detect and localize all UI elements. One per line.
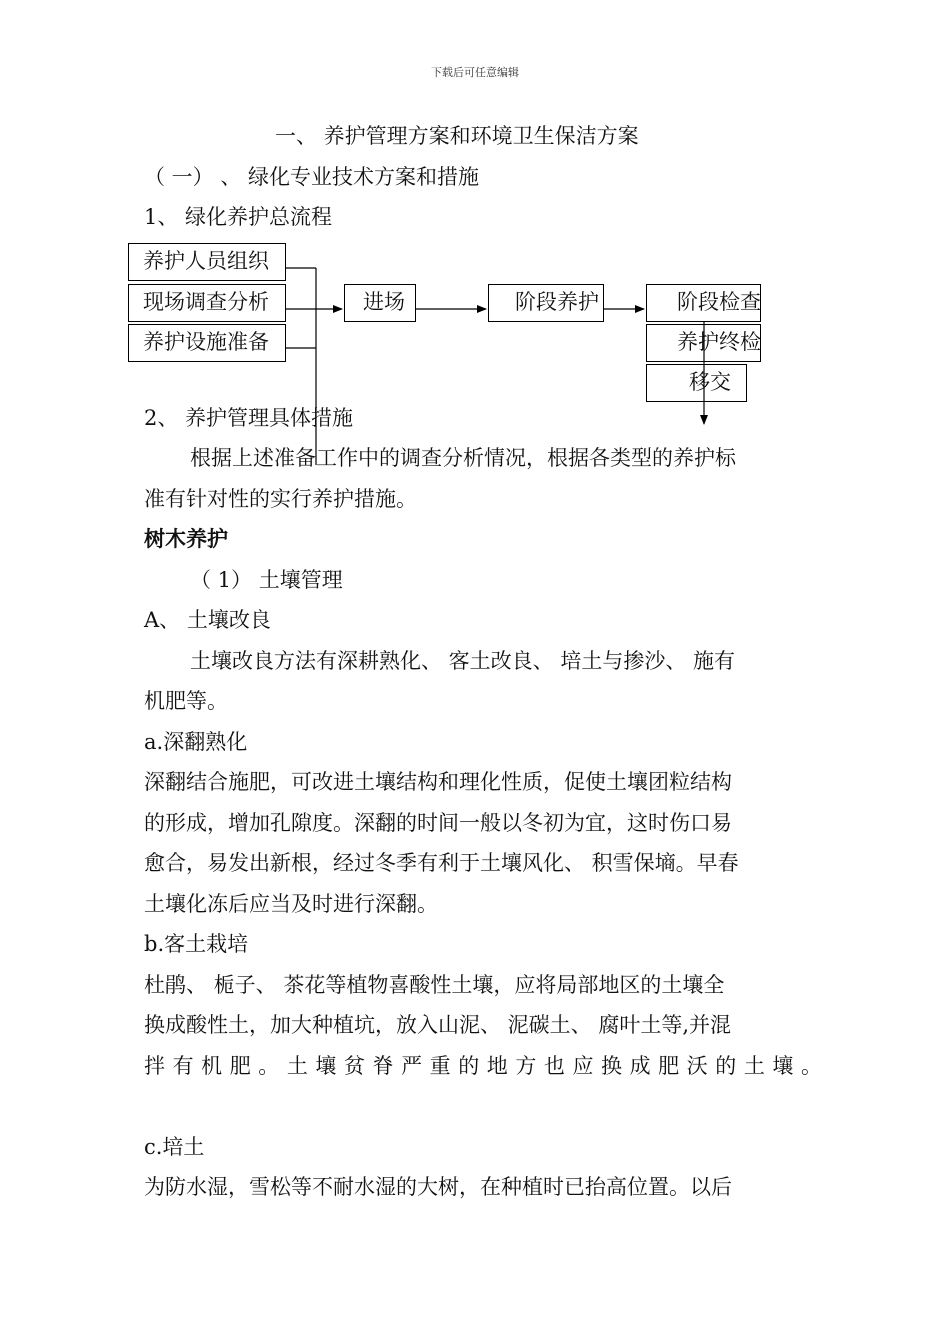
page-header: 下载后可任意编辑 xyxy=(431,66,519,79)
paragraph-2-line-1: 土壤改良方法有深耕熟化、 客土改良、 培土与掺沙、 施有 xyxy=(190,649,736,673)
flow-box-stage-check: 阶段检查 xyxy=(646,284,761,322)
paragraph-2-line-2: 机肥等。 xyxy=(144,689,228,713)
item-b-line: 杜鹃、 栀子、 茶花等植物喜酸性土壤，应将局部地区的土壤全 xyxy=(144,973,725,997)
paragraph-1-line-2: 准有针对性的实行养护措施。 xyxy=(144,487,417,511)
item-heading-1: 1、 绿化养护总流程 xyxy=(144,205,333,229)
item-heading-2: 2、 养护管理具体措施 xyxy=(144,406,354,430)
item-b-title: b.客土栽培 xyxy=(144,932,249,956)
flow-box-final-check: 养护终检 xyxy=(646,324,761,362)
item-b-line: 换成酸性土，加大种植坑，放入山泥、 泥碳土、 腐叶土等,并混 xyxy=(144,1013,732,1037)
subheading-soil-improvement: A、 土壤改良 xyxy=(144,608,271,632)
subheading-soil-management: （ 1） 土壤管理 xyxy=(190,568,343,592)
item-a-title: a.深翻熟化 xyxy=(144,730,248,754)
item-a-line: 愈合，易发出新根，经过冬季有利于土壤风化、 积雪保墒。早春 xyxy=(144,851,739,875)
item-c-title: c.培土 xyxy=(144,1135,205,1159)
item-a-line: 的形成，增加孔隙度。深翻的时间一般以冬初为宜，这时伤口易 xyxy=(144,811,732,835)
flow-box-stage-care: 阶段养护 xyxy=(488,284,604,322)
flow-box-survey: 现场调查分析 xyxy=(128,284,286,322)
flowchart-connectors xyxy=(0,0,950,480)
item-c-line: 为防水湿，雪松等不耐水湿的大树，在种植时已抬高位置。以后 xyxy=(144,1175,732,1199)
flow-box-handover: 移交 xyxy=(646,364,747,402)
heading-tree-care: 树木养护 xyxy=(144,526,228,551)
flow-box-enter: 进场 xyxy=(344,284,416,322)
flow-box-facilities: 养护设施准备 xyxy=(128,324,286,362)
item-b-line-text: 拌有机肥。土壤贫脊严重的地方也应换成肥沃的土壤。 xyxy=(144,1054,822,1078)
item-a-line: 深翻结合施肥，可改进土壤结构和理化性质，促使土壤团粒结构 xyxy=(144,770,732,794)
item-b-line-justified xyxy=(144,1052,822,1080)
document-title: 一、 养护管理方案和环境卫生保洁方案 xyxy=(275,124,639,148)
item-a-line: 土壤化冻后应当及时进行深翻。 xyxy=(144,892,438,916)
paragraph-1-line-1: 根据上述准备工作中的调查分析情况，根据各类型的养护标 xyxy=(190,446,736,470)
flow-box-staff: 养护人员组织 xyxy=(128,243,286,281)
section-heading-1: （ 一） 、 绿化专业技术方案和措施 xyxy=(144,165,480,189)
